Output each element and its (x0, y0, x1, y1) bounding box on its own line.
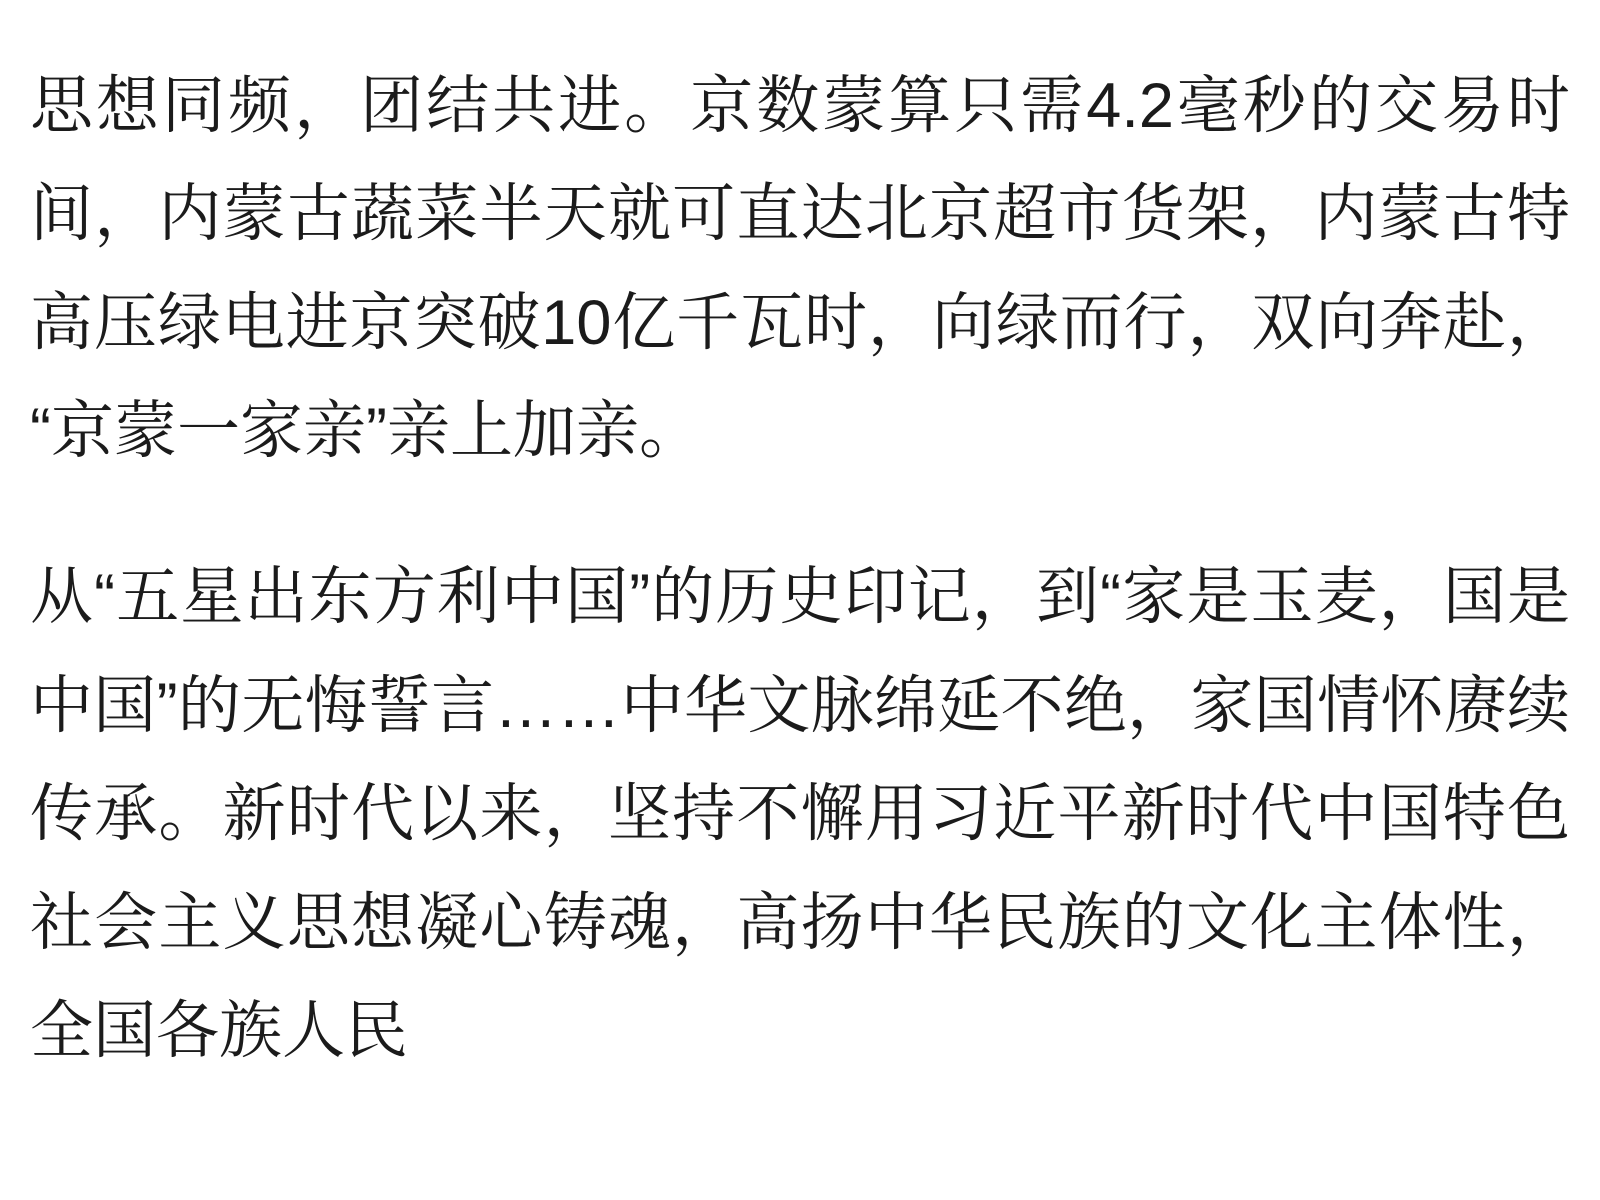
body-paragraph: 从“五星出东方利中国”的历史印记，到“家是玉麦，国是中国”的无悔誓言……中华文脉绵延不绝，家国情怀赓续传承。新时代以来，坚持不懈用习近平新时代中国特色社会主义思想凝心铸魂，高扬中华民族的文化主体性，全国各族人民 (30, 562, 1570, 1066)
body-paragraph: 思想同频，团结共进。京数蒙算只需4.2毫秒的交易时间，内蒙古蔬菜半天就可直达北京超市货架，内蒙古特高压绿电进京突破10亿千瓦时，向绿而行，双向奔赴，“京蒙一家亲”亲上加亲。 (30, 71, 1570, 467)
article-body (30, 52, 1570, 1085)
